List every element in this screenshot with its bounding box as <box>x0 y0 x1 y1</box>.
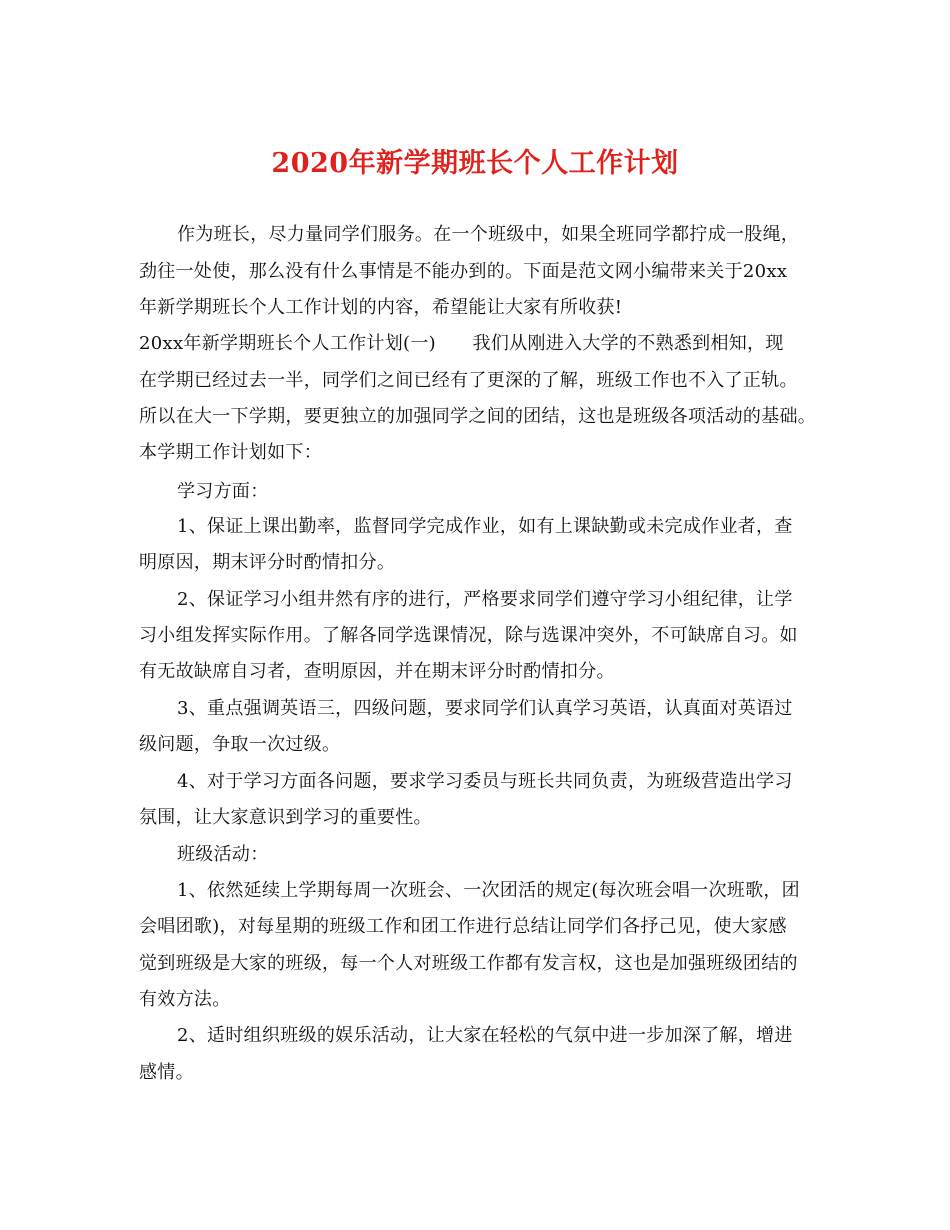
body-line: 感情。 <box>139 1062 194 1083</box>
body-line: 20xx年新学期班长个人工作计划(一) 我们从刚进入大学的不熟悉到相知，现 <box>139 333 784 354</box>
body-line: 级问题，争取一次过级。 <box>139 734 341 755</box>
body-line: 本学期工作计划如下： <box>139 442 322 463</box>
body-line: 有效方法。 <box>139 989 231 1010</box>
body-line: 2、保证学习小组井然有序的进行，严格要求同学们遵守学习小组纪律，让学 <box>177 589 793 610</box>
body-line: 3、重点强调英语三，四级问题，要求同学们认真学习英语，认真面对英语过 <box>177 698 793 719</box>
body-line: 在学期已经过去一半，同学们之间已经有了更深的了解，班级工作也不入了正轨。 <box>139 370 798 391</box>
section-heading: 班级活动： <box>177 844 269 865</box>
body-line: 明原因，期末评分时酌情扣分。 <box>139 552 396 573</box>
body-line: 年新学期班长个人工作计划的内容，希望能让大家有所收获! <box>139 297 623 318</box>
body-line: 1、保证上课出勤率，监督同学完成作业，如有上课缺勤或未完成作业者，查 <box>177 516 793 537</box>
body-line: 劲往一处使，那么没有什么事情是不能办到的。下面是范文网小编带来关于20xx <box>139 261 788 282</box>
body-line: 会唱团歌)，对每星期的班级工作和团工作进行总结让同学们各抒己见，使大家感 <box>139 916 787 937</box>
body-line: 有无故缺席自习者，查明原因，并在期末评分时酌情扣分。 <box>139 661 615 682</box>
body-line: 觉到班级是大家的班级，每一个人对班级工作都有发言权，这也是加强班级团结的 <box>139 953 798 974</box>
body-line: 作为班长，尽力量同学们服务。在一个班级中，如果全班同学都拧成一股绳， <box>177 224 800 245</box>
body-line: 所以在大一下学期，要更独立的加强同学之间的团结，这也是班级各项活动的基础。 <box>139 406 817 427</box>
body-line: 氛围，让大家意识到学习的重要性。 <box>139 807 432 828</box>
body-line: 1、依然延续上学期每周一次班会、一次团活的规定(每次班会唱一次班歌，团 <box>177 880 800 901</box>
body-line: 4、对于学习方面各问题，要求学习委员与班长共同负责，为班级营造出学习 <box>177 771 793 792</box>
body-line: 习小组发挥实际作用。了解各同学选课情况，除与选课冲突外，不可缺席自习。如 <box>139 625 798 646</box>
body-line: 2、适时组织班级的娱乐活动，让大家在轻松的气氛中进一步加深了解，增进 <box>177 1025 793 1046</box>
document-title: 2020年新学期班长个人工作计划 <box>271 148 679 179</box>
section-heading: 学习方面： <box>177 481 269 502</box>
